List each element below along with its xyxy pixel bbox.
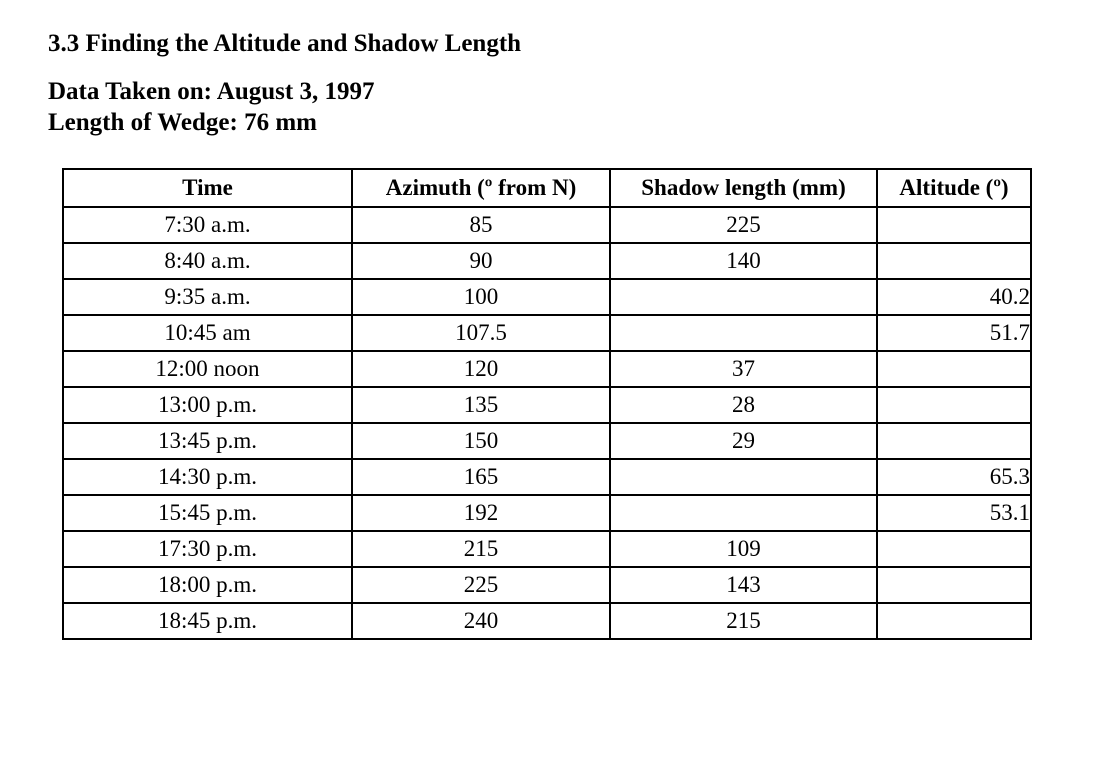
time-cell: 10:45 am — [63, 315, 352, 351]
azimuth-cell: 85 — [352, 207, 610, 243]
azimuth-cell: 165 — [352, 459, 610, 495]
time-cell: 8:40 a.m. — [63, 243, 352, 279]
shadow-length-cell — [610, 279, 877, 315]
altitude-cell — [877, 207, 1031, 243]
time-cell: 17:30 p.m. — [63, 531, 352, 567]
shadow-column-header: Shadow length (mm) — [610, 169, 877, 207]
azimuth-cell: 120 — [352, 351, 610, 387]
shadow-length-cell: 37 — [610, 351, 877, 387]
altitude-cell — [877, 387, 1031, 423]
date-line: Data Taken on: August 3, 1997 — [48, 78, 375, 105]
wedge-length-line: Length of Wedge: 76 mm — [48, 109, 317, 136]
shadow-length-cell: 225 — [610, 207, 877, 243]
table-row — [63, 207, 1031, 243]
table-row — [63, 315, 1031, 351]
altitude-cell: 40.2 — [877, 279, 1031, 315]
data-info — [48, 76, 374, 138]
azimuth-cell: 215 — [352, 531, 610, 567]
table-row — [63, 495, 1031, 531]
time-cell: 12:00 noon — [63, 351, 352, 387]
table-row — [63, 459, 1031, 495]
azimuth-cell: 100 — [352, 279, 610, 315]
azimuth-cell: 107.5 — [352, 315, 610, 351]
section-title: 3.3 Finding the Altitude and Shadow Length — [48, 30, 522, 57]
time-cell: 18:00 p.m. — [63, 567, 352, 603]
shadow-length-cell — [610, 459, 877, 495]
altitude-cell — [877, 351, 1031, 387]
table-header-row — [63, 169, 1031, 207]
altitude-column-header: Altitude (º) — [877, 169, 1031, 207]
altitude-cell — [877, 423, 1031, 459]
time-column-header: Time — [63, 169, 352, 207]
shadow-length-cell: 215 — [610, 603, 877, 639]
azimuth-cell: 225 — [352, 567, 610, 603]
azimuth-cell: 150 — [352, 423, 610, 459]
time-cell: 13:45 p.m. — [63, 423, 352, 459]
table-row — [63, 243, 1031, 279]
azimuth-cell: 240 — [352, 603, 610, 639]
table-row — [63, 387, 1031, 423]
shadow-length-cell — [610, 495, 877, 531]
time-cell: 14:30 p.m. — [63, 459, 352, 495]
altitude-cell: 53.1 — [877, 495, 1031, 531]
table-row — [63, 351, 1031, 387]
shadow-length-cell: 28 — [610, 387, 877, 423]
time-cell: 7:30 a.m. — [63, 207, 352, 243]
altitude-cell: 51.7 — [877, 315, 1031, 351]
table-row — [63, 423, 1031, 459]
time-cell: 9:35 a.m. — [63, 279, 352, 315]
shadow-length-cell: 29 — [610, 423, 877, 459]
altitude-cell — [877, 243, 1031, 279]
table-row — [63, 603, 1031, 639]
shadow-length-cell — [610, 315, 877, 351]
time-cell: 15:45 p.m. — [63, 495, 352, 531]
altitude-cell — [877, 531, 1031, 567]
observation-table — [62, 168, 1032, 640]
table-row — [63, 567, 1031, 603]
azimuth-cell: 192 — [352, 495, 610, 531]
time-cell: 13:00 p.m. — [63, 387, 352, 423]
time-cell: 18:45 p.m. — [63, 603, 352, 639]
table-row — [63, 279, 1031, 315]
shadow-length-cell: 143 — [610, 567, 877, 603]
table-body — [63, 207, 1031, 639]
altitude-cell: 65.3 — [877, 459, 1031, 495]
azimuth-cell: 135 — [352, 387, 610, 423]
azimuth-cell: 90 — [352, 243, 610, 279]
altitude-cell — [877, 603, 1031, 639]
shadow-length-cell: 140 — [610, 243, 877, 279]
altitude-cell — [877, 567, 1031, 603]
azimuth-column-header: Azimuth (º from N) — [352, 169, 610, 207]
shadow-length-cell: 109 — [610, 531, 877, 567]
table-row — [63, 531, 1031, 567]
